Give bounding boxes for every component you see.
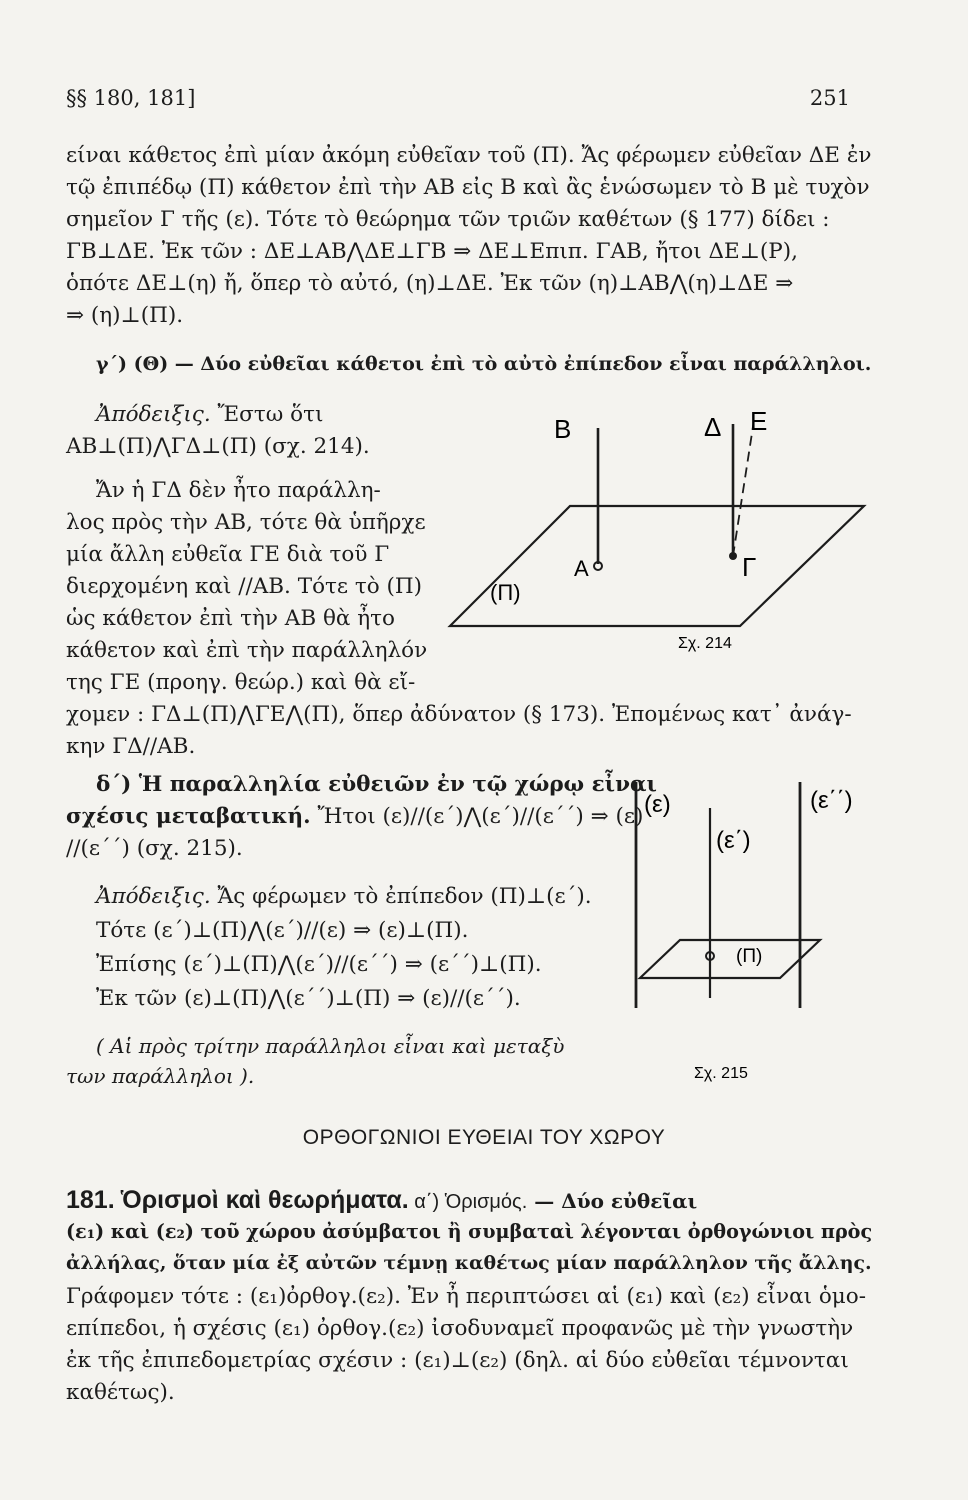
section-heading-line: [66, 1188, 697, 1213]
figure-caption: Σχ. 214: [678, 635, 732, 652]
text-line: //(ε΄΄) (σχ. 215).: [66, 836, 243, 861]
note-line: ( Αἱ πρὸς τρίτην παράλληλοι εἶναι καὶ μεταξὺ: [96, 1034, 565, 1058]
figure-caption: Σχ. 215: [694, 1065, 748, 1082]
text-line: [66, 806, 643, 828]
text-line: σημεῖον Γ τῆς (ε). Τότε τὸ θεώρημα τῶν τριῶν καθέτων (§ 177) δίδει :: [66, 207, 830, 232]
figure-215: [600, 768, 870, 1088]
bold-text: — Δύο εὐθεῖαι: [527, 1189, 698, 1213]
text-line: ΑΒ⊥(Π)⋀ΓΔ⊥(Π) (σχ. 214).: [66, 434, 370, 459]
line-ge: [733, 420, 754, 556]
label-b: Β: [554, 414, 572, 444]
text-line: ὡς κάθετον ἐπὶ τὴν ΑΒ θὰ ἦτο: [66, 606, 395, 631]
running-header: §§ 180, 181]: [66, 86, 196, 110]
text-line: Γράφομεν τότε : (ε₁)ὀρθογ.(ε₂). Ἐν ἦ περιπτώσει αἱ (ε₁) καὶ (ε₂) εἶναι ὁμο-: [66, 1284, 866, 1309]
text-span: Ἤτοι (ε)//(ε΄)⋀(ε΄)//(ε΄΄) ⇒ (ε): [310, 804, 644, 829]
label-e: (ε): [644, 791, 671, 818]
text-line: επίπεδοι, ἡ σχέσις (ε₁) ὀρθογ.(ε₂) ἰσοδυναμεῖ προφανῶς μὲ τὴν γνωστὴν: [66, 1316, 854, 1341]
text-line: Ἐπίσης (ε΄)⊥(Π)⋀(ε΄)//(ε΄΄) ⇒ (ε΄΄)⊥(Π).: [96, 952, 542, 977]
text-line: χομεν : ΓΔ⊥(Π)⋀ΓΕ⋀(Π), ὅπερ ἀδύνατον (§ 173). Ἐπομένως κατ᾽ ἀνάγ-: [66, 702, 852, 727]
text-line: ⇒ (η)⊥(Π).: [66, 303, 184, 328]
section-number: 181.: [66, 1186, 115, 1214]
label-e1: (ε΄): [716, 827, 751, 854]
label-e: Ε: [750, 406, 768, 436]
text-line: διερχομένη καὶ //ΑΒ. Τότε τὸ (Π): [66, 574, 423, 599]
theorem-heading: δ΄) Ἡ παραλληλία εὐθειῶν ἐν τῷ χώρῳ εἶναι: [96, 772, 657, 797]
text-line: είναι κάθετος ἐπὶ μίαν ἀκόμη εὐθεῖαν τοῦ (Π). Ἄς φέρωμεν εὐθεῖαν ΔΕ ἐν: [66, 143, 872, 168]
figure-214: [440, 396, 870, 666]
page-number: 251: [809, 86, 850, 110]
text-line: της ΓΕ (προηγ. θεώρ.) καὶ θὰ εἴ-: [66, 670, 416, 695]
text-span: Ἄς φέρωμεν τὸ ἐπίπεδον (Π)⊥(ε΄).: [210, 884, 592, 909]
note-line: των παράλληλοι ).: [66, 1064, 255, 1088]
text-line: τῷ ἐπιπέδῳ (Π) κάθετον ἐπὶ τὴν ΑΒ εἰς Β καὶ ἂς ἑνώσωμεν τὸ Β μὲ τυχὸν: [66, 175, 870, 200]
label-e2: (ε΄΄): [810, 787, 853, 814]
text-line: Ἄν ἡ ΓΔ δὲν ἦτο παράλλη-: [96, 478, 381, 503]
text-line: κάθετον καὶ ἐπὶ τὴν παράλληλόν: [66, 638, 428, 663]
proof-label: Ἀπόδειξις.: [96, 884, 211, 909]
section-heading: Ὁρισμοὶ καὶ θεωρήματα.: [121, 1186, 409, 1214]
text-span: Ἔστω ὅτι: [210, 402, 324, 427]
bold-text-line: ἀλλήλας, ὅταν μία ἐξ αὐτῶν τέμνῃ καθέτως μίαν παράλληλον τῆς ἄλλης.: [66, 1252, 872, 1274]
proof-line: [96, 404, 323, 426]
bold-text-line: (ε₁) καὶ (ε₂) τοῦ χώρου ἀσύμβατοι ἢ συμβαταὶ λέγονται ὀρθογώνιοι πρὸς: [66, 1220, 873, 1243]
subheading: α΄) Ὁρισμός.: [408, 1191, 528, 1213]
text-line: μία ἄλλη εὐθεῖα ΓΕ διὰ τοῦ Γ: [66, 542, 390, 567]
text-line: ἐκ τῆς ἐπιπεδομετρίας σχέσιν : (ε₁)⊥(ε₂) (δηλ. αἱ δύο εὐθεῖαι τέμνονται: [66, 1348, 849, 1373]
section-title: ΟΡΘΟΓΩΝΙΟΙ ΕΥΘΕΙΑΙ ΤΟΥ ΧΩΡΟΥ: [302, 1126, 666, 1149]
proof-line: [96, 886, 592, 908]
proof-label: Ἀπόδειξις.: [96, 402, 211, 427]
text-line: λος πρὸς τὴν ΑΒ, τότε θὰ ὑπῆρχε: [66, 510, 426, 535]
theorem-heading: γ΄) (Θ) — Δύο εὐθεῖαι κάθετοι ἐπὶ τὸ αὐτὸ ἐπίπεδον εἶναι παράλληλοι.: [96, 353, 872, 375]
text-line: Ἐκ τῶν (ε)⊥(Π)⋀(ε΄΄)⊥(Π) ⇒ (ε)//(ε΄΄).: [96, 986, 521, 1011]
text-line: Τότε (ε΄)⊥(Π)⋀(ε΄)//(ε) ⇒ (ε)⊥(Π).: [96, 918, 469, 943]
label-plane: (Π): [490, 580, 521, 605]
text-line: κην ΓΔ//ΑΒ.: [66, 734, 196, 759]
theorem-heading-cont: σχέσις μεταβατική.: [66, 804, 311, 829]
text-line: καθέτως).: [66, 1380, 175, 1405]
label-a: Α: [574, 556, 589, 581]
label-plane: (Π): [736, 946, 763, 967]
label-d: Δ: [704, 412, 722, 442]
label-g: Γ: [742, 552, 757, 582]
text-line: ὁπότε ΔΕ⊥(η) ἤ, ὅπερ τὸ αὐτό, (η)⊥ΔΕ. Ἐκ τῶν (η)⊥ΑΒ⋀(η)⊥ΔΕ ⇒: [66, 271, 794, 296]
plane-outline: [450, 506, 864, 626]
text-line: ΓΒ⊥ΔΕ. Ἐκ τῶν : ΔΕ⊥ΑΒ⋀ΔΕ⊥ΓΒ ⇒ ΔΕ⊥Επιπ. ΓΑΒ, ἤτοι ΔΕ⊥(Ρ),: [66, 239, 798, 264]
plane-outline: [640, 940, 820, 978]
point-g: [729, 552, 737, 560]
